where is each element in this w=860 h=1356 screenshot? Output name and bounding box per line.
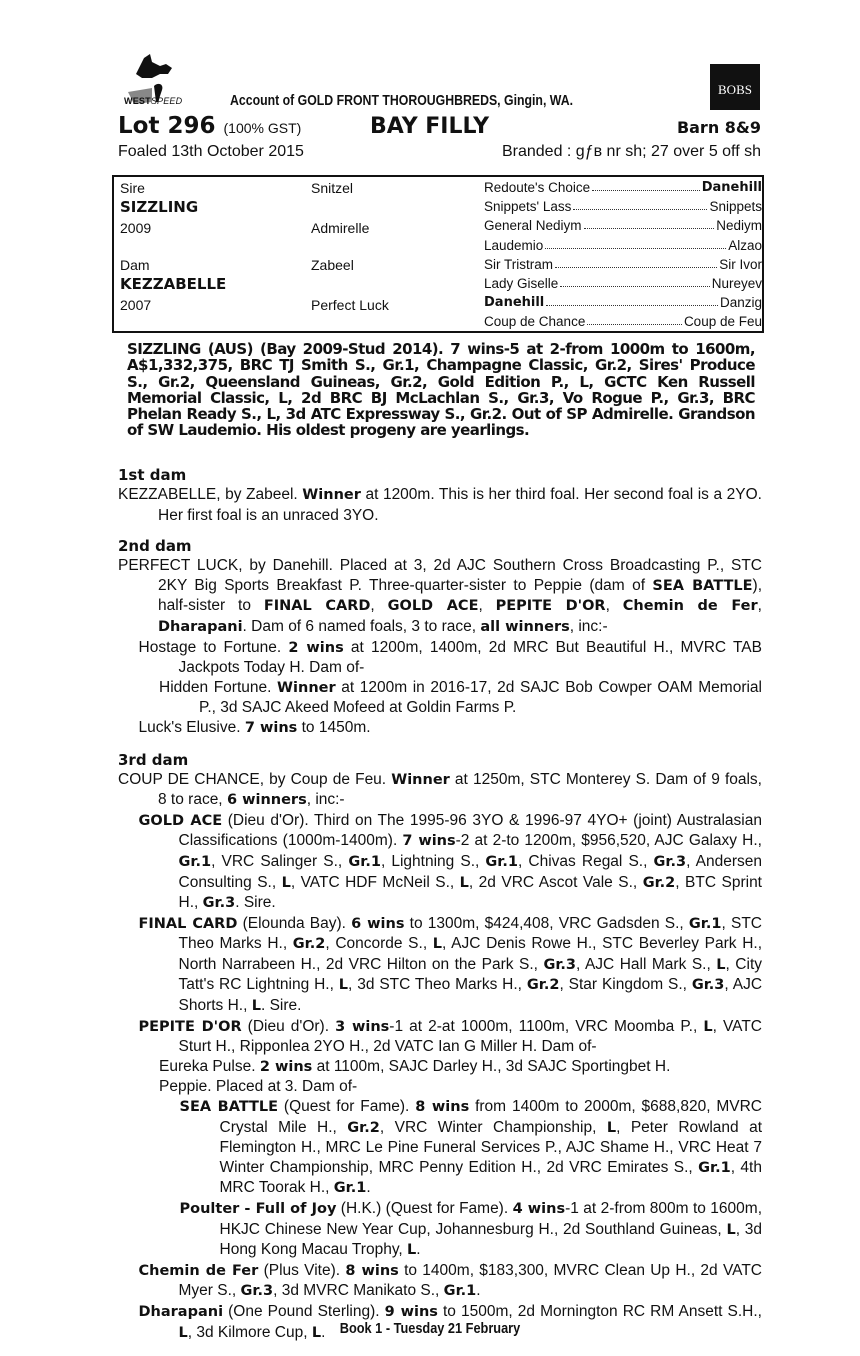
dam-section — [118, 466, 762, 525]
bold-run: 2 wins — [288, 639, 344, 656]
great-grandparent-sire: Alzao — [728, 237, 762, 253]
grandparent: Snitzel — [311, 180, 354, 196]
leader-dots — [584, 218, 715, 229]
bold-run: Gr.1 — [485, 853, 518, 870]
bold-run: SEA BATTLE — [652, 577, 753, 594]
bold-run: 2 wins — [259, 1058, 313, 1075]
text-run: , City Tatt's RC Lightning H., — [178, 955, 762, 994]
text-run: to 1500m, 2d Mornington RC RM Ansett S.H., — [437, 1302, 762, 1320]
great-grandparent-sire: Nureyev — [711, 276, 762, 291]
text-run: Luck's Elusive. — [138, 718, 245, 736]
great-grandparent-row — [484, 199, 762, 214]
bold-run: Winner — [277, 679, 336, 696]
bold-run: Winner — [302, 487, 361, 503]
bold-run: SEA BATTLE — [179, 1099, 279, 1116]
great-grandparent-sire: Sir Ivor — [719, 256, 762, 272]
brand-marks: Branded : ɡƒʙ nr sh; 27 over 5 off sh — [501, 143, 761, 160]
bold-run: L — [338, 977, 349, 994]
bold-run: Gr.1 — [333, 1180, 367, 1197]
bobs-ludgate-logo-icon: BOBS — [710, 64, 760, 110]
text-run: (Quest for Fame). — [278, 1098, 416, 1116]
text-run: (Dieu d'Or). Third on The 1995-96 3YO & 1996-97 4YO+ (joint) Australasian Classifications (1000m-1400m). — [178, 811, 762, 850]
bold-run: Gr.1 — [178, 853, 212, 870]
text-run: , AJC Hall Mark S., — [576, 955, 717, 973]
text-run: -2 at 2-to 1200m, $956,520, AJC Galaxy H., — [455, 832, 762, 850]
text-run: , 3d Hong Kong Macau Trophy, — [219, 1220, 762, 1259]
vendor-account: Account of GOLD FRONT THOROUGHBREDS, Gingin, WA. — [230, 92, 574, 109]
text-run: (Plus Vite). — [258, 1261, 346, 1279]
pedigree-table — [112, 175, 764, 333]
leader-dots — [573, 199, 707, 210]
great-grandparent-row — [484, 180, 762, 195]
bold-run: Gr.2 — [347, 1119, 380, 1136]
bold-run: L — [432, 936, 443, 953]
bold-run: Gr.2 — [642, 874, 676, 891]
text-run: , — [478, 597, 496, 615]
text-run: (H.K.) (Quest for Fame). — [336, 1200, 513, 1217]
text-run: , Chivas Regal S., — [518, 852, 654, 870]
text-run: at 1200m, 1400m, 2d MRC But Beautiful H., MVRC TAB Jackpots Today H. Dam of- — [178, 638, 762, 677]
westspeed-logo-text: WESTSPEED — [124, 96, 183, 106]
bold-run: 9 wins — [384, 1303, 438, 1320]
bold-run: 8 wins — [415, 1099, 470, 1116]
text-run: ), half-sister to — [158, 576, 762, 615]
section-heading: 3rd dam — [118, 750, 189, 769]
great-grandparent-sire: Danzig — [719, 295, 762, 311]
leader-dots — [592, 180, 700, 191]
bold-run: Gr.2 — [526, 977, 560, 994]
bold-run: Gr.2 — [292, 936, 326, 953]
great-grandparent-name: Coup de Chance — [484, 314, 586, 330]
bold-run: Dharapani — [158, 618, 243, 635]
bold-run: GOLD ACE — [387, 598, 479, 615]
leader-dots — [560, 276, 709, 287]
text-run: , inc:- — [306, 791, 345, 809]
text-run: Peppie. Placed at 3. Dam of- — [159, 1078, 358, 1096]
text-run: , AJC Denis Rowe H., STC Beverley Park H., North Narrabeen H., 2d VRC Hilton on the Park S., — [178, 935, 763, 973]
text-run: PERFECT LUCK, by Danehill. Placed at 3, 2d AJC Southern Cross Broadcasting P., STC 2KY Big Sports Breakfast P. Three-quarter-sister to Peppie (dam of — [118, 557, 762, 594]
family-entry — [118, 678, 762, 718]
text-run: , — [757, 597, 762, 615]
bold-run: L — [407, 1242, 417, 1259]
text-run: , VATC HDF McNeil S., — [290, 873, 460, 891]
bold-run: GOLD ACE — [138, 812, 223, 829]
bold-run: Gr.3 — [653, 853, 687, 870]
text-run: , — [605, 597, 623, 615]
text-run: , 2d VRC Ascot Vale S., — [468, 873, 643, 891]
text-run: to 1400m, $183,300, MVRC Clean Up H., 2d VATC Myer S., — [178, 1261, 762, 1300]
family-entry — [118, 556, 762, 637]
text-run: , Star Kingdom S., — [559, 976, 692, 994]
family-entry — [118, 638, 762, 678]
bold-run: Gr.1 — [443, 1283, 477, 1300]
bold-run: L — [606, 1119, 617, 1136]
family-entry — [118, 914, 762, 1017]
text-run: to 1300m, $424,408, VRC Gadsden S., — [404, 914, 689, 932]
leader-dots — [546, 295, 718, 306]
text-run: . Sire. — [235, 894, 276, 912]
grandparent: Zabeel — [311, 257, 354, 273]
family-entry — [118, 770, 762, 811]
family-entry — [118, 718, 762, 739]
great-grandparent-sire: Nediym — [716, 218, 762, 234]
bold-run: PEPITE D'OR — [495, 598, 606, 615]
family-entry — [118, 1017, 762, 1057]
bold-run: L — [703, 1018, 713, 1035]
bold-run: Gr.1 — [698, 1159, 731, 1176]
family-entry — [118, 811, 762, 914]
great-grandparent-row — [484, 276, 762, 291]
great-grandparent-name: Sir Tristram — [484, 256, 553, 272]
bold-run: FINAL CARD — [263, 598, 371, 615]
bold-run: 6 winners — [226, 792, 307, 809]
bold-run: 8 wins — [345, 1262, 399, 1279]
great-grandparent-row — [484, 257, 762, 272]
text-run: at 1200m. This is her third foal. Her second foal is a 2YO. Her first foal is an unraced 3YO. — [158, 486, 762, 524]
text-run: . — [476, 1282, 481, 1300]
gst-note: (100% GST) — [223, 120, 302, 136]
family-entry — [118, 485, 762, 525]
bold-run: 4 wins — [512, 1201, 566, 1217]
foaled-date: Foaled 13th October 2015 — [118, 143, 304, 160]
dam-name: KEZZABELLE — [120, 275, 227, 293]
great-grandparent-name: General Nediym — [484, 218, 582, 234]
bold-run: Chemin de Fer — [622, 598, 758, 615]
text-run: , 3d STC Theo Marks H., — [348, 976, 527, 994]
bold-run: Gr.1 — [348, 853, 381, 870]
dam-section — [118, 751, 762, 1344]
female-family — [118, 456, 762, 1355]
text-run: (Dieu d'Or). — [241, 1017, 336, 1035]
text-run: , 3d MVRC Manikato S., — [273, 1282, 444, 1300]
barn-number: Barn 8&9 — [676, 118, 761, 137]
text-run: , Concorde S., — [325, 935, 433, 953]
sire-label: Sire — [120, 180, 145, 196]
text-run: -1 at 2-at 1000m, 1100m, VRC Moomba P., — [389, 1017, 704, 1035]
bold-run: Gr.3 — [543, 956, 577, 973]
bold-run: all winners — [480, 618, 570, 635]
text-run: , 3d Kilmore Cup, — [187, 1323, 312, 1341]
bold-run: L — [726, 1221, 736, 1238]
text-run: KEZZABELLE, by Zabeel. — [118, 486, 303, 503]
great-grandparent-name: Laudemio — [484, 237, 544, 253]
text-run: , VRC Winter Championship, — [379, 1118, 607, 1136]
grandparent: Perfect Luck — [311, 297, 389, 313]
text-run: at 1200m in 2016-17, 2d SAJC Bob Cowper OAM Memorial P., 3d SAJC Akeed Mofeed at Goldin Farms P. — [199, 678, 762, 717]
bold-run: L — [459, 874, 469, 891]
section-heading: 1st dam — [118, 466, 187, 484]
great-grandparent-row — [484, 218, 762, 233]
great-grandparent-row — [484, 314, 762, 329]
bold-run: Gr.3 — [240, 1283, 274, 1300]
family-entry — [118, 1057, 762, 1078]
section-heading: 2nd dam — [118, 537, 192, 556]
text-run: . — [321, 1323, 326, 1341]
text-run: , VATC Sturt H., Ripponlea 2YO H., 2d VATC Ian G Miller H. Dam of- — [178, 1017, 762, 1056]
bold-run: Winner — [391, 771, 450, 788]
great-grandparent-name: Snippets' Lass — [484, 199, 572, 215]
great-grandparent-name: Lady Giselle — [484, 276, 559, 291]
bold-run: L — [251, 998, 261, 1015]
bold-run: PEPITE D'OR — [138, 1018, 242, 1035]
text-run: (Elounda Bay). — [237, 914, 352, 932]
text-run: , Peter Rowland at Flemington H., MRC Le Pine Funeral Services P., AJC Shame H., VRC Heat 7 Winter Championship, MRC Penny Edition H., 2d VRC Emirates S., — [219, 1118, 763, 1176]
text-run: , — [370, 597, 388, 615]
text-run: Hidden Fortune. — [159, 678, 278, 696]
dam-year: 2007 — [120, 297, 152, 313]
bold-run: Poulter - Full of Joy — [179, 1201, 337, 1217]
page-footer: Book 1 - Tuesday 21 February — [339, 1320, 521, 1337]
text-run: to 1450m. — [297, 718, 371, 736]
text-run: , Andersen Consulting S., — [178, 852, 763, 891]
bold-run: Dharapani — [138, 1303, 224, 1320]
leader-dots — [555, 257, 717, 268]
sire-year: 2009 — [120, 220, 152, 236]
text-run: at 1250m, STC Monterey S. Dam of 9 foals, 8 to race, — [158, 770, 762, 809]
dam-section — [118, 537, 762, 738]
text-run: , STC Theo Marks H., — [178, 914, 762, 953]
great-grandparent-row — [484, 238, 762, 253]
leader-dots — [545, 238, 726, 249]
lot-label: Lot 296 — [118, 113, 216, 139]
text-run: Eureka Pulse. — [159, 1057, 260, 1075]
leader-dots — [587, 314, 682, 325]
horse-description: BAY FILLY — [370, 114, 490, 139]
text-run: . — [366, 1179, 371, 1197]
bold-run: L — [716, 956, 726, 973]
sire-name: SIZZLING — [120, 198, 199, 216]
text-run: -1 at 2-from 800m to 1600m, HKJC Chinese New Year Cup, Johannesburg H., 2d Southland Guineas, — [219, 1200, 762, 1238]
text-run: , VRC Salinger S., — [211, 852, 349, 870]
bold-run: Gr.3 — [691, 977, 725, 994]
great-grandparent-sire: Danehill — [701, 180, 762, 195]
text-run: from 1400m to 2000m, $688,820, MVRC Crystal Mile H., — [219, 1098, 762, 1136]
text-run: at 1100m, SAJC Darley H., 3d SAJC Sportingbet H. — [312, 1057, 671, 1075]
bold-run: Chemin de Fer — [138, 1262, 259, 1279]
bold-run: Gr.3 — [202, 895, 236, 912]
family-entry — [118, 1261, 762, 1302]
bold-run: L — [281, 874, 291, 891]
bold-run: FINAL CARD — [138, 915, 238, 932]
text-run: , AJC Shorts H., — [178, 976, 763, 1015]
great-grandparent-row — [484, 295, 762, 310]
great-grandparent-sire: Coup de Feu — [683, 314, 762, 330]
text-run: . — [416, 1241, 421, 1259]
text-run: Hostage to Fortune. — [138, 638, 289, 656]
text-run: , 4th MRC Toorak H., — [219, 1158, 762, 1197]
grandparent: Admirelle — [311, 220, 370, 236]
family-entry — [118, 1077, 762, 1097]
text-run: (One Pound Sterling). — [223, 1302, 385, 1320]
bold-run: 6 wins — [351, 915, 405, 932]
great-grandparent-name: Danehill — [484, 295, 545, 311]
bold-run: 7 wins — [244, 719, 298, 736]
family-entry — [118, 1199, 762, 1261]
great-grandparent-sire: Snippets — [709, 199, 762, 215]
sire-summary: SIZZLING (AUS) (Bay 2009-Stud 2014). 7 wins-5 at 2-from 1000m to 1600m, A$1,332,375, BRC TJ Smith S., Gr.1, Champagne Classic, Gr.2, Sires' Produce S., Gr.2, Queensland Guineas, Gr.2, Gold Edition P., L, GCTC Ken Russell Memorial Classic, L, 2d BRC BJ McLachlan S., Gr.3, Vo Rogue P., Gr.3, BRC Phelan Ready S., L, 3d ATC Expressway S., Gr.2. Out of SP Admirelle. Grandson of SW Laudemio. His oldest progeny are yearlings. — [127, 340, 755, 440]
text-run: COUP DE CHANCE, by Coup de Feu. — [118, 770, 392, 788]
bold-run: Gr.1 — [688, 915, 722, 932]
text-run: , inc:- — [569, 617, 608, 635]
text-run: , Lightning S., — [380, 852, 486, 870]
bold-run: 7 wins — [402, 833, 456, 850]
text-run: . Sire. — [260, 997, 302, 1015]
bold-run: 3 wins — [335, 1018, 390, 1035]
text-run: , BTC Sprint H., — [178, 873, 762, 912]
dam-label: Dam — [120, 257, 150, 273]
great-grandparent-name: Redoute's Choice — [484, 180, 591, 195]
text-run: . Dam of 6 named foals, 3 to race, — [242, 617, 481, 635]
family-entry — [118, 1097, 762, 1199]
bold-run: L — [178, 1324, 188, 1341]
bold-run: L — [311, 1324, 322, 1341]
